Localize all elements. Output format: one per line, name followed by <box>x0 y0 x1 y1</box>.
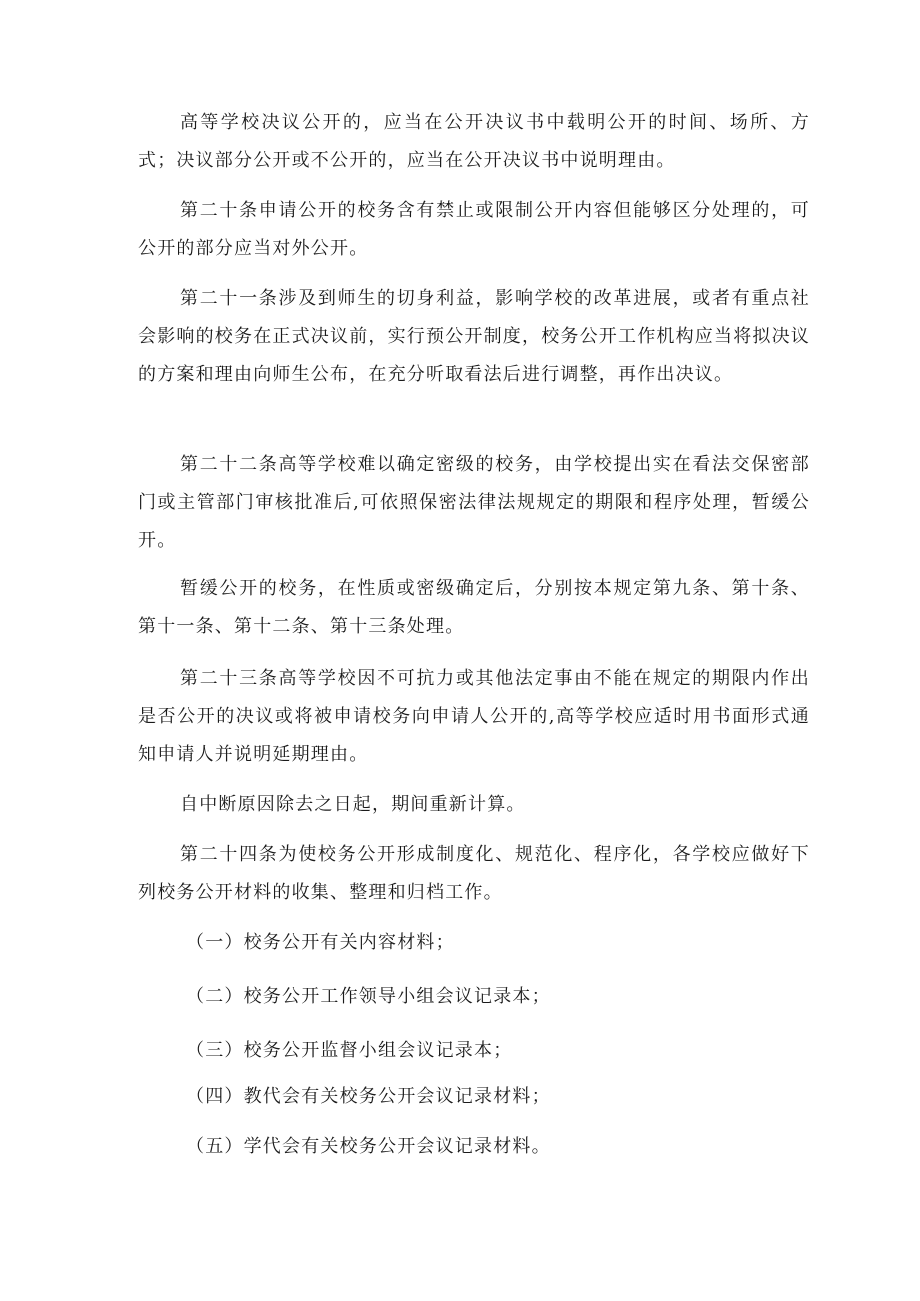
paragraph-decision-disclosure: 高等学校决议公开的，应当在公开决议书中载明公开的时间、场所、方式；决议部分公开或不公开的，应当在公开决议书中说明理由。 <box>138 112 810 171</box>
paragraph-deferred-disclosure: 暂缓公开的校务，在性质或密级确定后，分别按本规定第九条、第十条、第十一条、第十二条、第十三条处理。 <box>138 578 810 637</box>
list-item: （四）教代会有关校务公开会议记录材料； <box>186 1086 551 1107</box>
paragraph-article-22: 第二十二条高等学校难以确定密级的校务，由学校提出实在看法交保密部门或主管部门审核批准后,可依照保密法律法规规定的期限和程序处理，暂缓公开。 <box>138 454 810 551</box>
list-item: （五）学代会有关校务公开会议记录材料。 <box>186 1136 551 1157</box>
paragraph-article-23: 第二十三条高等学校因不可抗力或其他法定事由不能在规定的期限内作出是否公开的决议或将被申请校务向申请人公开的,高等学校应适时用书面形式通知申请人并说明延期理由。 <box>138 668 810 765</box>
paragraph-article-24: 第二十四条为使校务公开形成制度化、规范化、程序化，各学校应做好下列校务公开材料的收集、整理和归档工作。 <box>138 844 810 903</box>
list-item: （二）校务公开工作领导小组会议记录本； <box>186 986 551 1007</box>
list-item: （三）校务公开监督小组会议记录本； <box>186 1040 513 1061</box>
list-item: （一）校务公开有关内容材料； <box>186 932 455 953</box>
paragraph-article-21: 第二十一条涉及到师生的切身利益，影响学校的改革进展，或者有重点社会影响的校务在正式决议前，实行预公开制度，校务公开工作机构应当将拟决议的方案和理由向师生公布，在充分听取看法后进行调整，再作出决议。 <box>138 288 810 385</box>
paragraph-interruption: 自中断原因除去之日起，期间重新计算。 <box>180 794 526 815</box>
paragraph-article-20: 第二十条申请公开的校务含有禁止或限制公开内容但能够区分处理的，可公开的部分应当对外公开。 <box>138 200 810 259</box>
